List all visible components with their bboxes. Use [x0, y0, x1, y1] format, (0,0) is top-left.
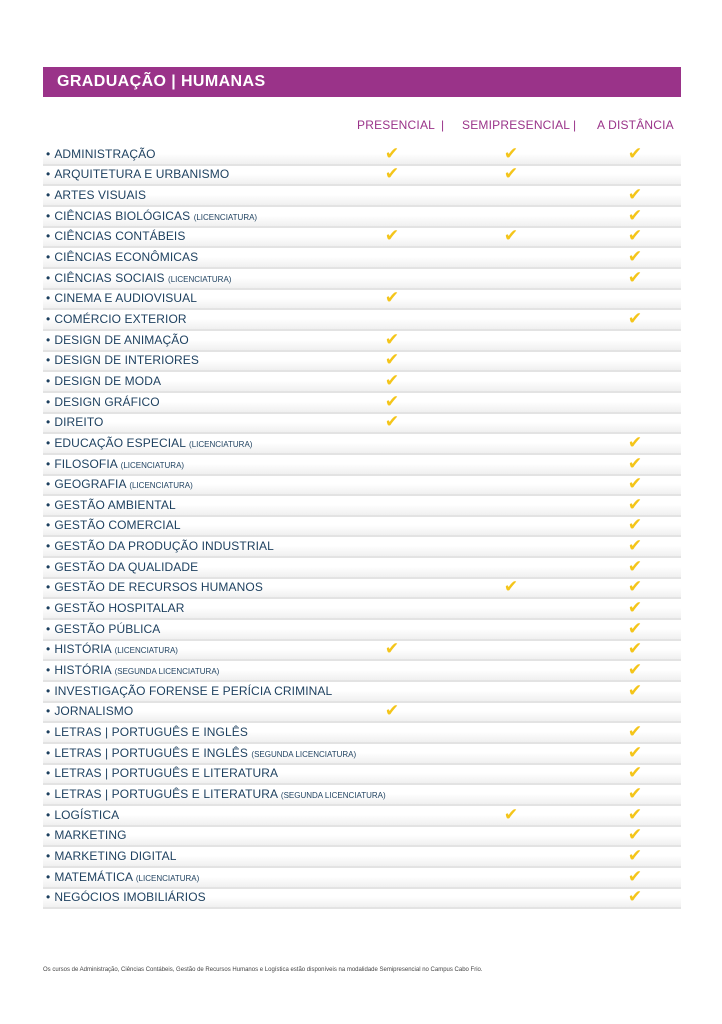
course-title: CIÊNCIAS SOCIAIS	[54, 270, 165, 285]
bullet-icon: •	[46, 456, 51, 471]
course-name	[46, 291, 197, 305]
course-row	[43, 248, 681, 269]
course-name	[46, 808, 119, 822]
course-title: FILOSOFIA	[54, 456, 118, 471]
course-name	[46, 746, 356, 760]
bullet-icon: •	[46, 291, 51, 306]
course-title: DESIGN GRÁFICO	[54, 394, 160, 409]
course-row	[43, 186, 681, 207]
course-name	[46, 787, 386, 801]
course-name	[46, 229, 185, 243]
check-semipresencial-icon: ✔	[503, 164, 519, 185]
course-name	[46, 766, 278, 780]
course-row	[43, 682, 681, 703]
course-name	[46, 601, 185, 615]
course-row	[43, 827, 681, 848]
bullet-icon: •	[46, 497, 51, 512]
course-note: (LICENCIATURA)	[168, 274, 232, 284]
course-name	[46, 870, 199, 884]
check-presencial-icon: ✔	[384, 143, 400, 164]
course-note: (SEGUNDA LICENCIATURA)	[251, 749, 357, 759]
course-note: (LICENCIATURA)	[120, 460, 185, 470]
course-row	[43, 785, 681, 806]
check-distancia-icon: ✔	[627, 825, 643, 846]
course-name	[46, 518, 181, 532]
course-title: GEOGRAFIA	[54, 477, 126, 492]
bullet-icon: •	[46, 353, 51, 368]
bullet-icon: •	[46, 807, 51, 822]
bullet-icon: •	[46, 601, 51, 616]
bullet-icon: •	[46, 828, 51, 843]
course-title: COMÉRCIO EXTERIOR	[54, 311, 187, 326]
course-name	[46, 188, 146, 202]
course-name	[46, 333, 189, 347]
bullet-icon: •	[46, 766, 51, 781]
check-semipresencial-icon: ✔	[503, 804, 519, 825]
course-note: (SEGUNDA LICENCIATURA)	[280, 791, 386, 800]
course-title: GESTÃO PÚBLICA	[54, 621, 161, 636]
course-note: (LICENCIATURA)	[135, 873, 200, 883]
course-title: GESTÃO DA QUALIDADE	[54, 559, 199, 574]
course-row	[43, 599, 681, 620]
course-note: (LICENCIATURA)	[189, 439, 253, 449]
bullet-icon: •	[46, 848, 51, 863]
course-name	[46, 539, 274, 553]
check-presencial-icon: ✔	[384, 226, 400, 247]
check-distancia-icon: ✔	[627, 742, 643, 763]
bullet-icon: •	[46, 477, 51, 492]
page-title	[43, 67, 681, 97]
course-row	[43, 558, 681, 579]
course-name	[46, 849, 176, 863]
column-header-presencial: PRESENCIAL	[357, 118, 436, 132]
check-presencial-icon: ✔	[384, 639, 400, 660]
course-row	[43, 455, 681, 476]
bullet-icon: •	[46, 270, 51, 285]
course-note: (LICENCIATURA)	[193, 212, 258, 222]
course-row	[43, 641, 681, 662]
check-presencial-icon: ✔	[384, 370, 400, 391]
course-name	[46, 498, 176, 512]
course-name	[46, 312, 187, 326]
check-distancia-icon: ✔	[627, 536, 643, 557]
course-name	[46, 580, 263, 594]
check-distancia-icon: ✔	[627, 845, 643, 866]
course-note: (LICENCIATURA)	[129, 481, 193, 491]
course-name	[46, 147, 156, 161]
check-presencial-icon: ✔	[384, 412, 400, 433]
course-row	[43, 806, 681, 827]
course-title: ARTES VISUAIS	[54, 187, 147, 202]
course-name	[46, 374, 161, 388]
check-distancia-icon: ✔	[627, 680, 643, 701]
check-distancia-icon: ✔	[627, 308, 643, 329]
course-title: LETRAS | PORTUGUÊS E LITERATURA	[54, 766, 279, 781]
course-note: (LICENCIATURA)	[114, 646, 178, 656]
column-separator: |	[441, 118, 445, 132]
course-row	[43, 228, 681, 249]
course-name	[46, 167, 229, 181]
bullet-icon: •	[46, 890, 51, 905]
bullet-icon: •	[46, 869, 51, 884]
check-distancia-icon: ✔	[627, 618, 643, 639]
check-distancia-icon: ✔	[627, 577, 643, 598]
check-presencial-icon: ✔	[384, 391, 400, 412]
bullet-icon: •	[46, 435, 51, 450]
course-title: MATEMÁTICA	[54, 869, 133, 884]
course-title: ADMINISTRAÇÃO	[54, 146, 156, 161]
course-row	[43, 889, 681, 910]
check-distancia-icon: ✔	[627, 866, 643, 887]
check-distancia-icon: ✔	[627, 474, 643, 495]
check-distancia-icon: ✔	[627, 784, 643, 804]
check-distancia-icon: ✔	[627, 660, 643, 681]
course-title: HISTÓRIA	[54, 663, 112, 678]
bullet-icon: •	[46, 518, 51, 533]
course-row	[43, 166, 681, 187]
course-name	[46, 353, 199, 367]
course-note: (SEGUNDA LICENCIATURA)	[114, 667, 220, 677]
bullet-icon: •	[46, 725, 51, 740]
check-distancia-icon: ✔	[627, 494, 643, 515]
check-presencial-icon: ✔	[384, 288, 400, 309]
column-header-a-distancia: A DISTÂNCIA	[597, 118, 674, 132]
course-name	[46, 436, 252, 450]
check-presencial-icon: ✔	[384, 164, 400, 185]
course-title: HISTÓRIA	[54, 642, 112, 657]
course-row	[43, 372, 681, 393]
check-distancia-icon: ✔	[627, 453, 643, 474]
course-row	[43, 765, 681, 786]
column-headers	[340, 116, 690, 134]
check-distancia-icon: ✔	[627, 722, 643, 743]
course-name	[46, 890, 206, 904]
check-distancia-icon: ✔	[627, 556, 643, 577]
course-row	[43, 703, 681, 724]
course-name	[46, 684, 332, 698]
course-row	[43, 496, 681, 517]
course-title: GESTÃO DA PRODUÇÃO INDUSTRIAL	[54, 539, 274, 554]
course-name	[46, 250, 198, 264]
course-name	[46, 271, 231, 285]
course-title: ARQUITETURA E URBANISMO	[54, 167, 230, 182]
course-title: CIÊNCIAS BIOLÓGICAS	[54, 208, 191, 223]
course-name	[46, 828, 127, 842]
check-distancia-icon: ✔	[627, 246, 643, 267]
course-title: CINEMA E AUDIOVISUAL	[54, 291, 198, 306]
column-separator: |	[573, 118, 577, 132]
course-title: LOGÍSTICA	[54, 807, 120, 822]
course-title: NEGÓCIOS IMOBILIÁRIOS	[54, 890, 206, 905]
bullet-icon: •	[46, 208, 51, 223]
course-row	[43, 868, 681, 889]
course-title: DESIGN DE INTERIORES	[54, 353, 199, 368]
footer-note: Os cursos de Administração, Ciências Contábeis, Gestão de Recursos Humanos e Logística estão disponíveis na modalidade Semipresencial no Campus Cabo Frio.	[43, 967, 483, 973]
course-row	[43, 476, 681, 497]
check-presencial-icon: ✔	[384, 350, 400, 371]
bullet-icon: •	[46, 146, 51, 161]
bullet-icon: •	[46, 621, 51, 636]
course-name	[46, 209, 257, 223]
bullet-icon: •	[46, 415, 51, 430]
course-title: CIÊNCIAS CONTÁBEIS	[54, 229, 186, 244]
course-title: LETRAS | PORTUGUÊS E LITERATURA	[54, 787, 278, 801]
course-row	[43, 847, 681, 868]
course-row	[43, 723, 681, 744]
course-title: CIÊNCIAS ECONÔMICAS	[54, 249, 199, 264]
course-name	[46, 395, 160, 409]
course-name	[46, 622, 160, 636]
check-distancia-icon: ✔	[627, 763, 643, 784]
course-title: GESTÃO HOSPITALAR	[54, 601, 185, 616]
check-presencial-icon: ✔	[384, 329, 400, 350]
check-distancia-icon: ✔	[627, 205, 643, 226]
course-title: JORNALISMO	[54, 704, 134, 719]
check-distancia-icon: ✔	[627, 267, 643, 288]
course-row	[43, 331, 681, 352]
bullet-icon: •	[46, 187, 51, 202]
bullet-icon: •	[46, 745, 51, 760]
bullet-icon: •	[46, 559, 51, 574]
course-row	[43, 269, 681, 290]
course-row	[43, 661, 681, 682]
check-distancia-icon: ✔	[627, 598, 643, 619]
course-row	[43, 290, 681, 311]
course-row	[43, 517, 681, 538]
course-name	[46, 560, 198, 574]
course-name	[46, 725, 248, 739]
course-name	[46, 704, 133, 718]
bullet-icon: •	[46, 663, 51, 678]
course-row	[43, 352, 681, 373]
bullet-icon: •	[46, 167, 51, 182]
bullet-icon: •	[46, 249, 51, 264]
bullet-icon: •	[46, 332, 51, 347]
bullet-icon: •	[46, 683, 51, 698]
course-name	[46, 415, 103, 429]
course-row	[43, 393, 681, 414]
course-title: INVESTIGAÇÃO FORENSE E PERÍCIA CRIMINAL	[54, 683, 333, 698]
check-presencial-icon: ✔	[384, 701, 400, 722]
check-semipresencial-icon: ✔	[503, 226, 519, 247]
course-title: MARKETING DIGITAL	[54, 848, 177, 863]
check-distancia-icon: ✔	[627, 887, 643, 908]
course-title: GESTÃO AMBIENTAL	[54, 497, 176, 512]
course-title: GESTÃO COMERCIAL	[54, 518, 181, 533]
course-row	[43, 207, 681, 228]
course-row	[43, 537, 681, 558]
bullet-icon: •	[46, 787, 51, 801]
course-title: DESIGN DE ANIMAÇÃO	[54, 332, 189, 347]
check-distancia-icon: ✔	[627, 804, 643, 825]
course-name	[46, 663, 219, 677]
bullet-icon: •	[46, 311, 51, 326]
course-name	[46, 642, 178, 656]
course-table	[43, 145, 681, 909]
course-row	[43, 579, 681, 600]
bullet-icon: •	[46, 704, 51, 719]
course-title: EDUCAÇÃO ESPECIAL	[54, 435, 186, 450]
check-semipresencial-icon: ✔	[503, 577, 519, 598]
course-row	[43, 310, 681, 331]
course-row	[43, 414, 681, 435]
check-distancia-icon: ✔	[627, 432, 643, 453]
bullet-icon: •	[46, 539, 51, 554]
check-distancia-icon: ✔	[627, 143, 643, 164]
page-title-text: GRADUAÇÃO | HUMANAS	[57, 73, 266, 90]
bullet-icon: •	[46, 373, 51, 388]
course-title: GESTÃO DE RECURSOS HUMANOS	[54, 580, 263, 595]
course-title: DIREITO	[54, 415, 104, 430]
check-distancia-icon: ✔	[627, 515, 643, 536]
course-name	[46, 457, 184, 471]
course-title: LETRAS | PORTUGUÊS E INGLÊS	[54, 725, 248, 740]
bullet-icon: •	[46, 642, 51, 657]
check-distancia-icon: ✔	[627, 226, 643, 247]
column-header-semipresencial: SEMIPRESENCIAL	[462, 118, 571, 132]
check-distancia-icon: ✔	[627, 184, 643, 205]
course-name	[46, 477, 193, 491]
check-semipresencial-icon: ✔	[503, 143, 519, 164]
course-title: DESIGN DE MODA	[54, 373, 162, 388]
bullet-icon: •	[46, 394, 51, 409]
course-row	[43, 145, 681, 166]
bullet-icon: •	[46, 580, 51, 595]
course-title: MARKETING	[54, 828, 127, 843]
course-row	[43, 620, 681, 641]
bullet-icon: •	[46, 229, 51, 244]
check-distancia-icon: ✔	[627, 639, 643, 660]
course-row	[43, 434, 681, 455]
course-row	[43, 744, 681, 765]
course-title: LETRAS | PORTUGUÊS E INGLÊS	[54, 745, 248, 760]
